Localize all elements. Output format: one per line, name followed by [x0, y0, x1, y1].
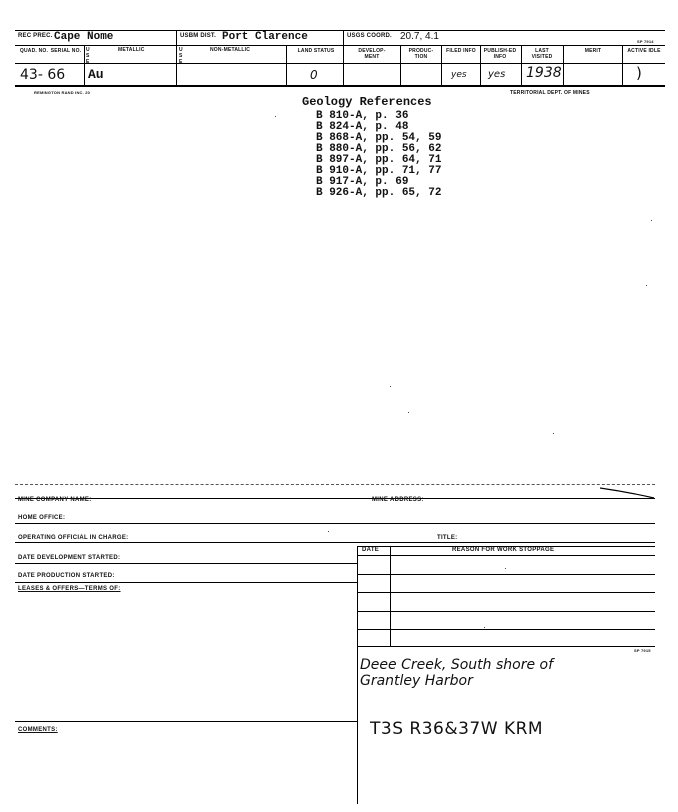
land-status-header: LAND STATUS	[297, 48, 335, 54]
reference-item: B 926-A, pp. 65, 72	[316, 187, 442, 199]
township-note: T3S R36&37W KRM	[370, 719, 544, 739]
usbm-dist-label: USBM DIST.	[180, 33, 217, 39]
references-title: Geology References	[302, 95, 432, 109]
land-status-value: 0	[310, 68, 318, 82]
references-list	[316, 111, 441, 199]
usgs-coord-value: 20.7, 4.1	[400, 31, 439, 42]
merit-header: MERIT	[584, 48, 602, 54]
reference-item: B 917-A, p. 69	[316, 176, 409, 188]
territorial-footer: TERRITORIAL DEPT. OF MINES	[510, 90, 590, 96]
location-note-line-2: Grantley Harbor	[360, 673, 473, 689]
reference-item: B 880-A, pp. 56, 62	[316, 143, 442, 155]
date-development-label: DATE DEVELOPMENT STARTED:	[18, 555, 121, 561]
metallic-value: Au	[88, 67, 104, 82]
reason-stoppage-label: REASON FOR WORK STOPPAGE	[452, 547, 555, 553]
form-code-top: SP 7914	[637, 39, 654, 44]
use-metallic-header: U S E	[86, 47, 90, 65]
reference-item: B 910-A, pp. 71, 77	[316, 165, 442, 177]
usbm-dist-value: Port Clarence	[222, 31, 308, 43]
quad-serial-value: 43- 66	[20, 67, 66, 83]
operating-official-label: OPERATING OFFICIAL IN CHARGE:	[18, 535, 129, 541]
filed-info-header: FILED INFO	[446, 48, 476, 54]
date-column-label: DATE	[362, 547, 380, 553]
published-info-value: yes	[488, 69, 506, 80]
date-production-label: DATE PRODUCTION STARTED:	[18, 573, 115, 579]
mine-company-name-label: MINE COMPANY NAME:	[18, 497, 92, 503]
form-code-bottom: SP 7915	[634, 648, 651, 653]
leases-offers-label: LEASES & OFFERS—TERMS OF:	[18, 586, 121, 592]
last-visited-header: LAST VISITED	[531, 48, 553, 60]
metallic-header: METALLIC	[118, 47, 145, 53]
rec-prec-label: REC PREC.	[18, 33, 53, 39]
home-office-label: HOME OFFICE:	[18, 515, 66, 521]
reference-item: B 824-A, p. 48	[316, 121, 409, 133]
reference-item: B 868-A, pp. 54, 59	[316, 132, 442, 144]
production-header: PRODUC-TION	[408, 48, 434, 60]
filed-info-value: yes	[451, 70, 467, 80]
active-idle-value: )	[636, 64, 642, 82]
comments-label: COMMENTS:	[18, 727, 58, 733]
usgs-coord-label: USGS COORD.	[347, 33, 392, 39]
mine-address-label: MINE ADDRESS:	[372, 497, 424, 503]
non-metallic-header: NON-METALLIC	[210, 47, 251, 53]
use-nonmetallic-header: U S E	[179, 47, 183, 65]
torn-edge-mark	[598, 486, 658, 500]
remington-footer: REMINGTON RAND INC. 20	[34, 90, 91, 95]
quad-no-header: QUAD. NO.	[19, 48, 49, 54]
active-idle-header: ACTIVE IDLE	[627, 48, 661, 54]
serial-no-header: SERIAL NO.	[50, 48, 82, 54]
rec-prec-value: Cape Nome	[54, 31, 114, 43]
location-note-line-1: Deee Creek, South shore of	[360, 657, 554, 673]
development-header: DEVELOP-MENT	[358, 48, 386, 60]
reference-item: B 897-A, pp. 64, 71	[316, 154, 442, 166]
reference-item: B 810-A, p. 36	[316, 110, 409, 122]
title-label: TITLE:	[437, 535, 458, 541]
last-visited-value: 1938	[526, 65, 562, 81]
published-info-header: PUBLISH-ED INFO	[483, 48, 517, 60]
